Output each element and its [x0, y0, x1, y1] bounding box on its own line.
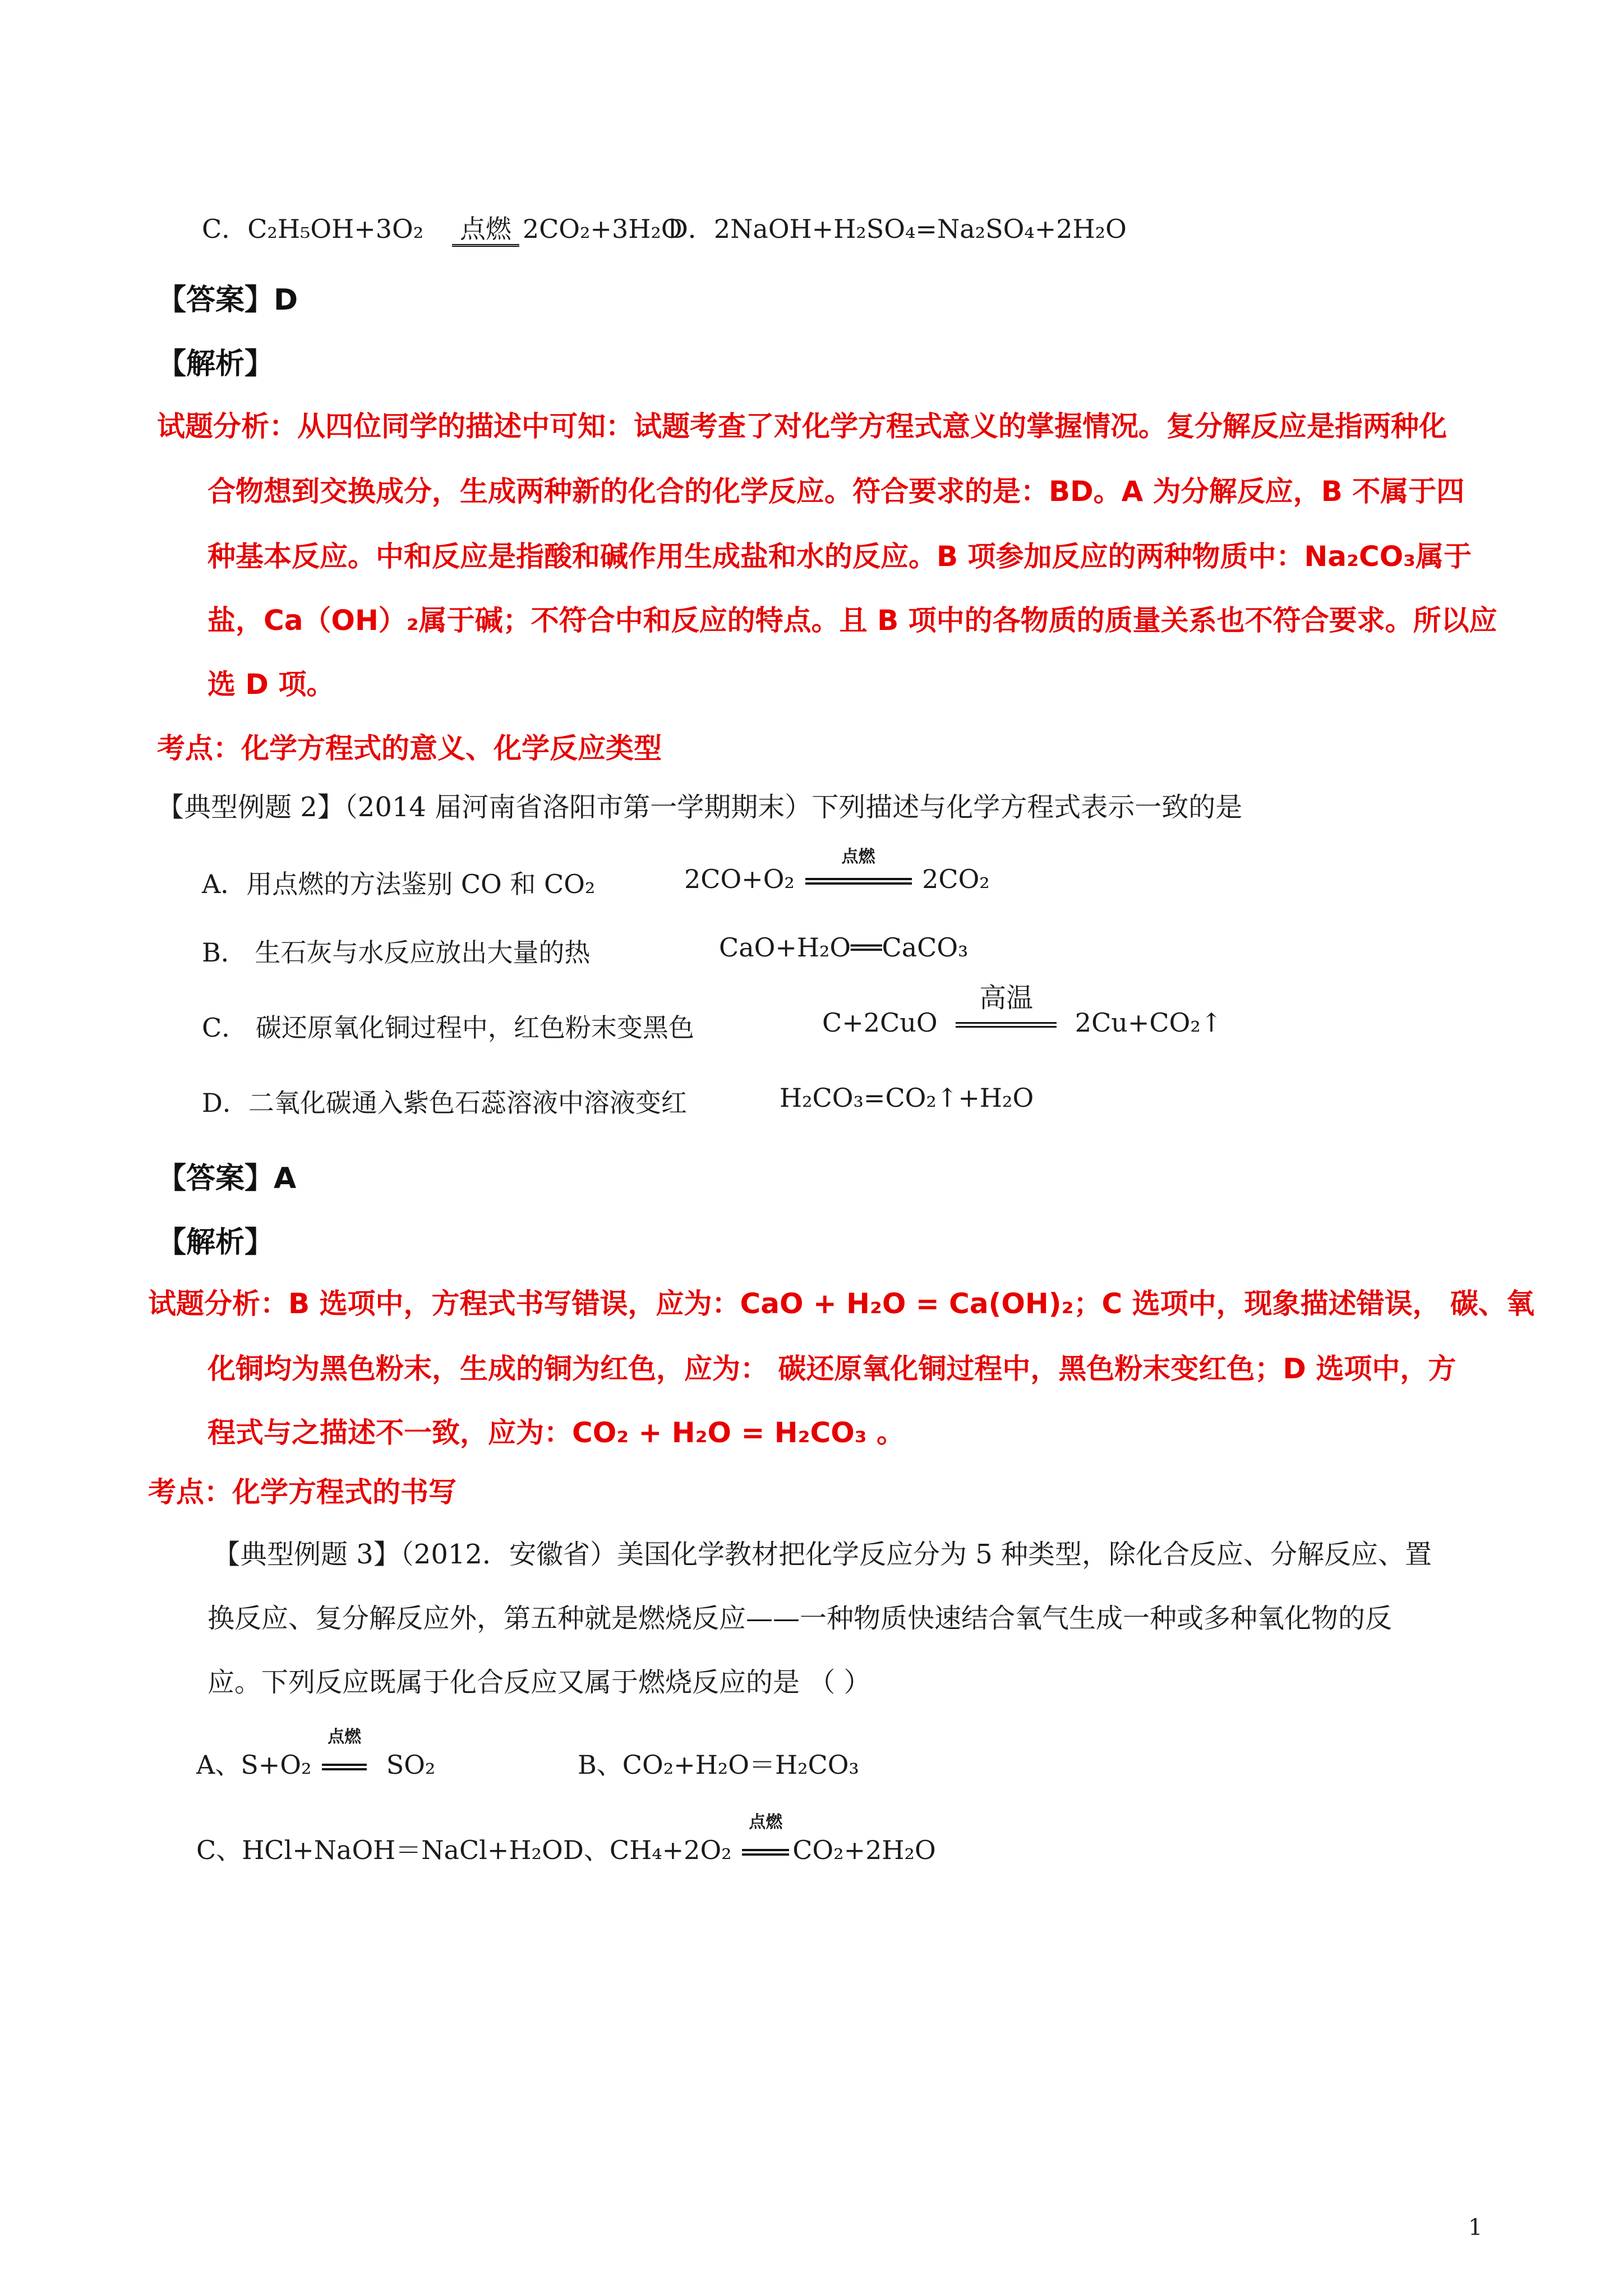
example-2-option-b-equation: CaO+H₂O══CaCO₃: [719, 932, 969, 963]
analysis-1-line-2: 合物想到交换成分，生成两种新的化合的化学反应。符合要求的是：BD。A 为分解反应，B 不属于四: [208, 475, 1465, 508]
analysis-2-line-1: 试题分析：B 选项中，方程式书写错误，应为：CaO + H₂O = Ca(OH)₂；C 选项中，现象描述错误， 碳、氧: [148, 1287, 1535, 1320]
kaodian-1: 考点：化学方程式的意义、化学反应类型: [157, 732, 662, 765]
example-2-option-d-text: D．二氧化碳通入紫色石蕊溶液中溶液变红: [202, 1088, 687, 1118]
equation-c-condition: 高温: [956, 1007, 1057, 1038]
kaodian-2: 考点：化学方程式的书写: [148, 1476, 457, 1508]
example-3-d-left: D、CH₄+2O₂: [563, 1835, 732, 1865]
analysis-1-heading: 【解析】: [157, 347, 274, 381]
example-2-option-a-text: A．用点燃的方法鉴别 CO 和 CO₂: [202, 869, 596, 899]
prev-option-c-right: 2CO₂+3H₂O: [522, 214, 683, 244]
equation-c-right: 2Cu+CO₂↑: [1075, 1007, 1223, 1038]
analysis-1-line-1: 试题分析：从四位同学的描述中可知：试题考查了对化学方程式意义的掌握情况。复分解反应是指两种化: [157, 410, 1447, 443]
equation-a-left: 2CO+O₂: [684, 864, 795, 894]
example-2-option-a-equation: [684, 847, 990, 894]
example-2-option-b-text: B． 生石灰与水反应放出大量的热: [202, 937, 591, 968]
answer-1: 【答案】D: [157, 283, 298, 317]
example-3-d-condition: 点燃: [742, 1835, 789, 1865]
prev-option-d: D．2NaOH+H₂SO₄=Na₂SO₄+2H₂O: [667, 214, 1127, 244]
prev-option-c-left: C．C₂H₅OH+3O₂: [202, 214, 424, 244]
example-2-option-d-equation: H₂CO₃=CO₂↑+H₂O: [780, 1083, 1034, 1113]
example-3-line-3: 应。下列反应既属于化合反应又属于燃烧反应的是 （ ）: [208, 1667, 871, 1698]
example-2-option-c-text: C． 碳还原氧化铜过程中，红色粉末变黑色: [202, 1013, 694, 1043]
example-3-a-condition: 点燃: [322, 1750, 367, 1780]
page-number: 1: [1468, 2215, 1483, 2240]
equation-a-right: 2CO₂: [922, 864, 990, 894]
example-3-line-2: 换反应、复分解反应外，第五种就是燃烧反应——一种物质快速结合氧气生成一种或多种氧化物的反: [208, 1603, 1393, 1634]
analysis-2-heading: 【解析】: [157, 1226, 274, 1259]
answer-2: 【答案】A: [157, 1162, 297, 1195]
example-3-option-b: B、CO₂+H₂O＝H₂CO₃: [578, 1750, 859, 1780]
prev-option-c: [202, 209, 683, 246]
double-line-sign: [805, 878, 912, 885]
equation-a-condition: 点燃: [805, 864, 912, 894]
analysis-1-line-3: 种基本反应。中和反应是指酸和碱作用生成盐和水的反应。B 项参加反应的两种物质中：Na₂CO₃属于: [208, 540, 1472, 573]
example-2-stem: 【典型例题 2】（2014 届河南省洛阳市第一学期期末）下列描述与化学方程式表示一致的是: [157, 792, 1243, 823]
prev-option-c-condition: 点燃: [452, 209, 519, 246]
example-2-option-c-equation: [822, 982, 1223, 1038]
example-3-option-d: [563, 1812, 936, 1867]
analysis-1-line-4: 盐，Ca（OH）₂属于碱；不符合中和反应的特点。且 B 项中的各物质的质量关系也不符合要求。所以应: [208, 604, 1497, 637]
analysis-1-line-5: 选 D 项。: [208, 668, 335, 701]
example-3-line-1: 【典型例题 3】（2012．安徽省）美国化学教材把化学反应分为 5 种类型，除化合反应、分解反应、置: [213, 1539, 1432, 1570]
example-3-a-right: SO₂: [386, 1750, 436, 1780]
equation-c-left: C+2CuO: [822, 1007, 938, 1038]
double-line-sign: [322, 1764, 367, 1770]
double-line-sign: [956, 1022, 1057, 1028]
double-line-sign: [742, 1849, 789, 1856]
analysis-2-line-2: 化铜均为黑色粉末，生成的铜为红色，应为： 碳还原氧化铜过程中，黑色粉末变红色；D 选项中，方: [208, 1352, 1456, 1385]
example-3-option-a: [196, 1727, 436, 1782]
example-3-d-right: CO₂+2H₂O: [792, 1835, 936, 1865]
example-3-option-c: C、HCl+NaOH＝NaCl+H₂O: [196, 1835, 563, 1865]
example-3-a-left: A、S+O₂: [196, 1750, 312, 1780]
analysis-2-line-3: 程式与之描述不一致，应为：CO₂ + H₂O = H₂CO₃ 。: [208, 1416, 905, 1449]
